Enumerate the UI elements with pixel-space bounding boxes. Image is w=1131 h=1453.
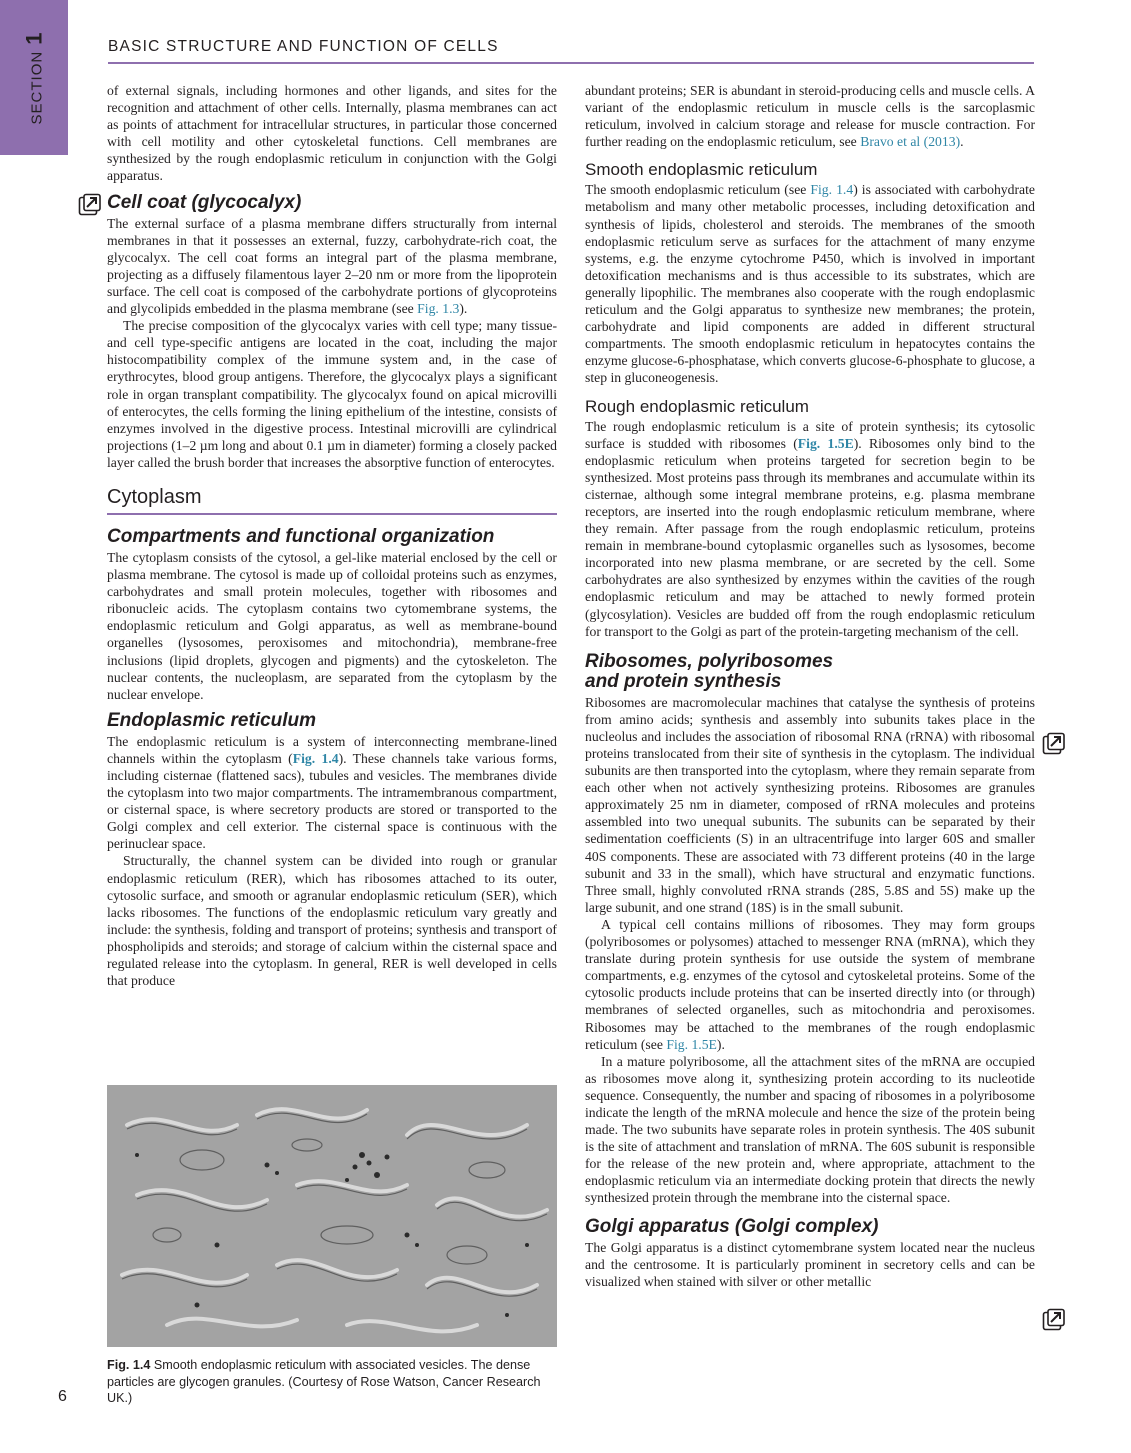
- figure-reference-link[interactable]: Fig. 1.4: [810, 182, 854, 198]
- left-column: [107, 82, 557, 989]
- paragraph: A typical cell contains millions of ribosomes. They may form groups (polyribosomes or polysomes) attached to messenger RNA (mRNA), which they translate during protein synthesis for use outside the system of membrane compartments, e.g. enzymes of the cytosol and cytoskeletal proteins. Some of the cytosolic products include proteins that can be inserted directly into (or through) membranes of selected organelles, such as mitochondria and peroxisomes. Ribosomes may be attached to the membranes of the rough endoplasmic reticulum (see Fig. 1.5E).: [585, 916, 1035, 1052]
- paragraph: The external surface of a plasma membrane differs structurally from internal membranes in that it possesses an external, fuzzy, carbohydrate-rich coat, the glycocalyx. The cell coat forms an integral part of the plasma membrane, projecting as a diffusely filamentous layer 2–20 nm or more from the lipoprotein surface. The cell coat is composed of the carbohydrate portions of glycoproteins and glycolipids embedded in the plasma membrane (see Fig. 1.3).: [107, 215, 557, 317]
- paragraph: The Golgi apparatus is a distinct cytomembrane system located near the nucleus and the centrosome. It is particularly prominent in secretory cells and can be visualized when stained with silver or other metallic: [585, 1239, 1035, 1289]
- heading-rough-er: Rough endoplasmic reticulum: [585, 396, 809, 416]
- figure-reference-link[interactable]: Fig. 1.5E: [666, 1036, 717, 1052]
- figure-caption: [107, 1357, 557, 1407]
- figure-label: Fig. 1.4: [107, 1358, 151, 1372]
- external-link-icon[interactable]: [78, 193, 102, 217]
- paragraph: Ribosomes are macromolecular machines that catalyse the synthesis of proteins from amino acids; synthesis and assembly into subunits takes place in the nucleolus and includes the association of ribosomal RNA (rRNA) with ribosomal proteins translocated from their site of synthesis in the cytoplasm. The individual subunits are then transported into the cytoplasm, where they remain separate from each other when not actively synthesizing proteins. Ribosomes are granules approximately 25 nm in diameter, composed of rRNA molecules and proteins assembled into two unequal subunits. The subunits can be separated by their sedimentation coefficients (S) in an ultracentrifuge into larger 60S and smaller 40S components. These are associated with 73 different proteins (40 in the large subunit and 33 in the small), which have structural and enzymatic functions. Three small, highly convoluted rRNA strands (28S, 5.8S and 5S) make up the large subunit, and one strand (18S) is in the small subunit.: [585, 694, 1035, 915]
- figure-caption-text: Smooth endoplasmic reticulum with associated vesicles. The dense particles are glycogen granules. (Courtesy of Rose Watson, Cancer Research UK.): [107, 1358, 541, 1405]
- paragraph: Structurally, the channel system can be divided into rough or granular endoplasmic reticulum (RER), which has ribosomes attached to its outer, cytosolic surface, and smooth or agranular endoplasmic reticulum (SER), which lacks ribosomes. The functions of the endoplasmic reticulum vary greatly and include: the synthesis, folding and transport of proteins; synthesis and transport of phospholipids and steroids; and storage of calcium within the cisternal space and regulated release into the cytoplasm. In general, RER is well developed in cells that produce: [107, 853, 557, 989]
- heading-compartments: Compartments and functional organization: [107, 525, 495, 547]
- figure-reference-link[interactable]: Fig. 1.4: [292, 750, 339, 766]
- paragraph: In a mature polyribosome, all the attachment sites of the mRNA are occupied as ribosomes move along it, synthesizing protein according to its nucleotide sequence. Consequently, the number and spacing of ribosomes in a polyribosome indicate the length of the mRNA molecule and hence the size of the protein being made. The two subunits have separate roles in protein synthesis. The 40S subunit is the site of attachment and translation of mRNA. The 60S subunit is responsible for the release of the new protein and, where appropriate, attachment to the endoplasmic reticulum via an intermediate docking protein that directs the newly synthesized protein through the membrane into the cisternal space.: [585, 1053, 1035, 1206]
- paragraph: The smooth endoplasmic reticulum (see Fig. 1.4) is associated with carbohydrate metabolism and many other metabolic processes, including detoxification and synthesis of lipids, cholesterol and steroids. The membranes of the smooth endoplasmic reticulum serve as surfaces for the attachment of many enzyme systems, e.g. the enzyme cytochrome P450, which is involved in important detoxification mechanisms and is thus accessible to its substrates, which are generally lipophilic. The membranes also cooperate with the rough endoplasmic reticulum and the Golgi apparatus to synthesize new membranes; the protein, carbohydrate and lipid components are added in different structural compartments. The smooth endoplasmic reticulum in hepatocytes contains the enzyme glucose-6-phosphatase, which converts glucose-6-phosphate to glucose, a step in gluconeogenesis.: [585, 182, 1035, 386]
- paragraph: The rough endoplasmic reticulum is a site of protein synthesis; its cytosolic surface is studded with ribosomes (Fig. 1.5E). Ribosomes only bind to the endoplasmic reticulum when proteins targeted for secretion begin to be synthesized. Most proteins pass through its membranes and accumulate within its cisternae, although some integral membrane proteins, e.g. plasma membrane receptors, are inserted into the rough endoplasmic reticulum membrane, where they remain. After passage from the rough endoplasmic reticulum, proteins remain in membrane-bound cytoplasmic organelles such as lysosomes, become incorporated into new plasma membrane, or are secreted by the cell. Some carbohydrates are also synthesized by enzymes within the cavities of the rough endoplasmic reticulum and may be attached to newly formed protein (glycosylation). Vesicles are budded off from the rough endoplasmic reticulum for transport to the Golgi as part of the protein-targeting mechanism of the cell.: [585, 418, 1035, 639]
- header-rule: [108, 62, 1034, 64]
- heading-cell-coat: Cell coat (glycocalyx): [107, 191, 302, 213]
- external-link-icon[interactable]: [1042, 1308, 1066, 1332]
- heading-smooth-er: Smooth endoplasmic reticulum: [585, 160, 818, 180]
- heading-golgi: Golgi apparatus (Golgi complex): [585, 1215, 879, 1237]
- right-column: [585, 82, 1035, 1290]
- figure-reference-link[interactable]: Fig. 1.5E: [797, 435, 854, 451]
- section-word: SECTION: [28, 50, 45, 124]
- section-label: [0, 0, 68, 155]
- citation-link[interactable]: Bravo et al (2013): [860, 134, 961, 150]
- page-number: 6: [58, 1388, 67, 1405]
- paragraph: The cytoplasm consists of the cytosol, a gel-like material enclosed by the cell or plasma membrane. The cytosol is made up of colloidal proteins such as enzymes, carbohydrates and small protein molecules, together with ribosomes and ribonucleic acids. The cytoplasm contains two cytomembrane systems, the endoplasmic reticulum and Golgi apparatus, as well as membrane-bound organelles (lysosomes, peroxisomes and mitochondria), membrane-free inclusions (lipid droplets, glycogen and pigments) and the cytoskeleton. The nuclear contents, the nucleoplasm, are separated from the cytoplasm by the nuclear envelope.: [107, 549, 557, 702]
- paragraph: The endoplasmic reticulum is a system of interconnecting membrane-lined channels within the cytoplasm (Fig. 1.4). These channels take various forms, including cisternae (flattened sacs), tubules and vesicles. The membranes divide the cytoplasm into two major compartments. The intramembranous compartment, or cisternal space, is where secretory products are stored or transported to the Golgi complex and cell exterior. The cisternal space is continuous with the perinuclear space.: [107, 733, 557, 852]
- figure-reference-link[interactable]: Fig. 1.3: [417, 301, 460, 317]
- paragraph: abundant proteins; SER is abundant in steroid-producing cells and muscle cells. A variant of the endoplasmic reticulum in muscle cells is the sarcoplasmic reticulum, involved in calcium storage and release for muscle contraction. For further reading on the endoplasmic reticulum, see Bravo et al (2013).: [585, 83, 1035, 150]
- micrograph-figure: [107, 1085, 557, 1347]
- micrograph-image: [107, 1085, 557, 1347]
- section-number: 1: [21, 31, 46, 45]
- heading-endoplasmic-reticulum: Endoplasmic reticulum: [107, 709, 317, 731]
- external-link-icon[interactable]: [1042, 732, 1066, 756]
- running-head: BASIC STRUCTURE AND FUNCTION OF CELLS: [108, 38, 499, 55]
- paragraph: The precise composition of the glycocalyx varies with cell type; many tissue- and cell type-specific antigens are located in the coat, including the major histocompatibility complex of the immune system and, in the case of erythrocytes, blood group antigens. Therefore, the glycocalyx plays a significant role in organ transplant compatibility. The glycocalyx found on apical microvilli of enterocytes, the cells forming the lining epithelium of the intestine, consists of enzymes involved in the digestive process. Intestinal microvilli are cylindrical projections (1–2 µm long and about 0.1 µm in diameter) forming a closely packed layer called the brush border that increases the absorptive function of enterocytes.: [107, 318, 557, 470]
- paragraph: of external signals, including hormones and other ligands, and sites for the recognition and attachment of other cells. Internally, plasma membranes can act as points of attachment for intracellular structures, in particular those concerned with cell motility and other cytoskeletal functions. Cell membranes are synthesized by the rough endoplasmic reticulum in conjunction with the Golgi apparatus.: [107, 83, 557, 184]
- heading-cytoplasm: Cytoplasm: [107, 485, 557, 515]
- heading-ribosomes: Ribosomes, polyribosomes and protein synthesis: [585, 650, 834, 692]
